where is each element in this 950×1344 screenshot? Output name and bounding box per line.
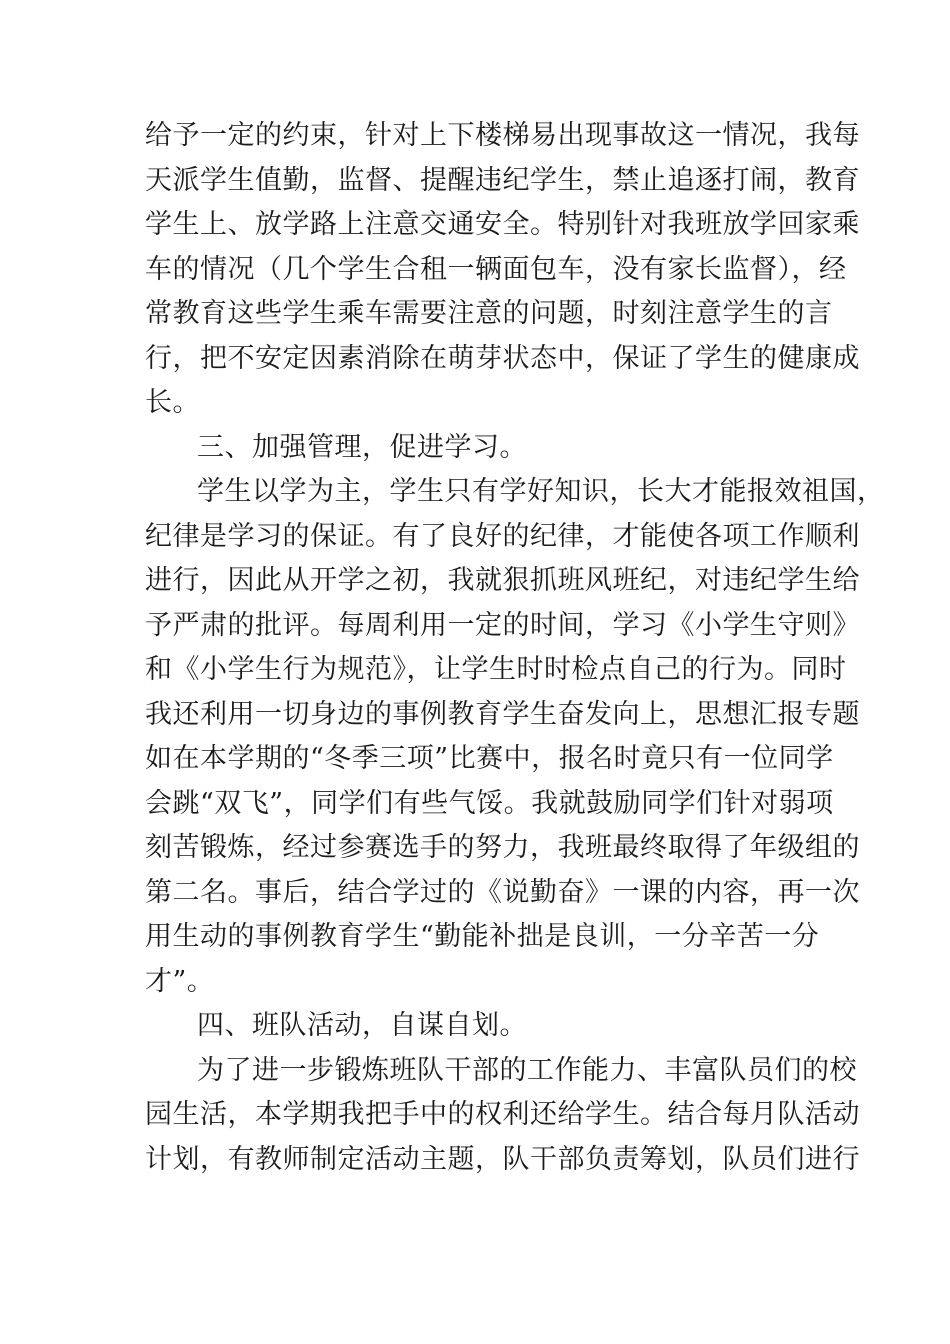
paragraph-line: 如在本学期的“冬季三项”比赛中，报名时竟只有一位同学: [145, 743, 834, 774]
paragraph-line: 为了进一步锻炼班队干部的工作能力、丰富队员们的校: [197, 1055, 857, 1086]
paragraph-line: 常教育这些学生乘车需要注意的问题，时刻注意学生的言: [145, 298, 833, 329]
paragraph-line: 第二名。事后，结合学过的《说勤奋》一课的内容，再一次: [145, 877, 860, 908]
paragraph-line: 学生上、放学路上注意交通安全。特别针对我班放学回家乘: [145, 209, 860, 240]
paragraph-line: 行，把不安定因素消除在萌芽状态中，保证了学生的健康成: [145, 343, 860, 374]
paragraph-line: 车的情况（几个学生合租一辆面包车，没有家长监督），经: [145, 254, 847, 285]
paragraph-line: 长。: [145, 387, 200, 418]
paragraph-line: 计划，有教师制定活动主题，队干部负责筹划，队员们进行: [145, 1144, 860, 1175]
paragraph-line: 用生动的事例教育学生“勤能补拙是良训，一分辛苦一分: [145, 921, 820, 952]
paragraph-line: 给予一定的约束，针对上下楼梯易出现事故这一情况，我每: [145, 120, 860, 151]
paragraph-line: 会跳“双飞”，同学们有些气馁。我就鼓励同学们针对弱项: [145, 788, 834, 819]
paragraph-line: 天派学生值勤，监督、提醒违纪学生，禁止追逐打闹，教育: [145, 165, 860, 196]
paragraph-line: 进行，因此从开学之初，我就狠抓班风班纪，对违纪学生给: [145, 565, 860, 596]
paragraph-line: 学生以学为主，学生只有学好知识，长大才能报效祖国，: [197, 476, 885, 507]
paragraph-line: 刻苦锻炼，经过参赛选手的努力，我班最终取得了年级组的: [145, 832, 860, 863]
paragraph-line: 才”。: [145, 966, 215, 997]
paragraph-line: 和《小学生行为规范》，让学生时时检点自己的行为。同时: [145, 654, 847, 685]
paragraph-line: 我还利用一切身边的事例教育学生奋发向上，思想汇报专题: [145, 699, 860, 730]
section-heading: 三、加强管理，促进学习。: [197, 432, 527, 463]
paragraph-line: 纪律是学习的保证。有了良好的纪律，才能使各项工作顺利: [145, 521, 860, 552]
section-heading: 四、班队活动，自谋自划。: [197, 1010, 527, 1041]
paragraph-line: 园生活，本学期我把手中的权利还给学生。结合每月队活动: [145, 1099, 860, 1130]
paragraph-line: 予严肃的批评。每周利用一定的时间，学习《小学生守则》: [145, 610, 860, 641]
